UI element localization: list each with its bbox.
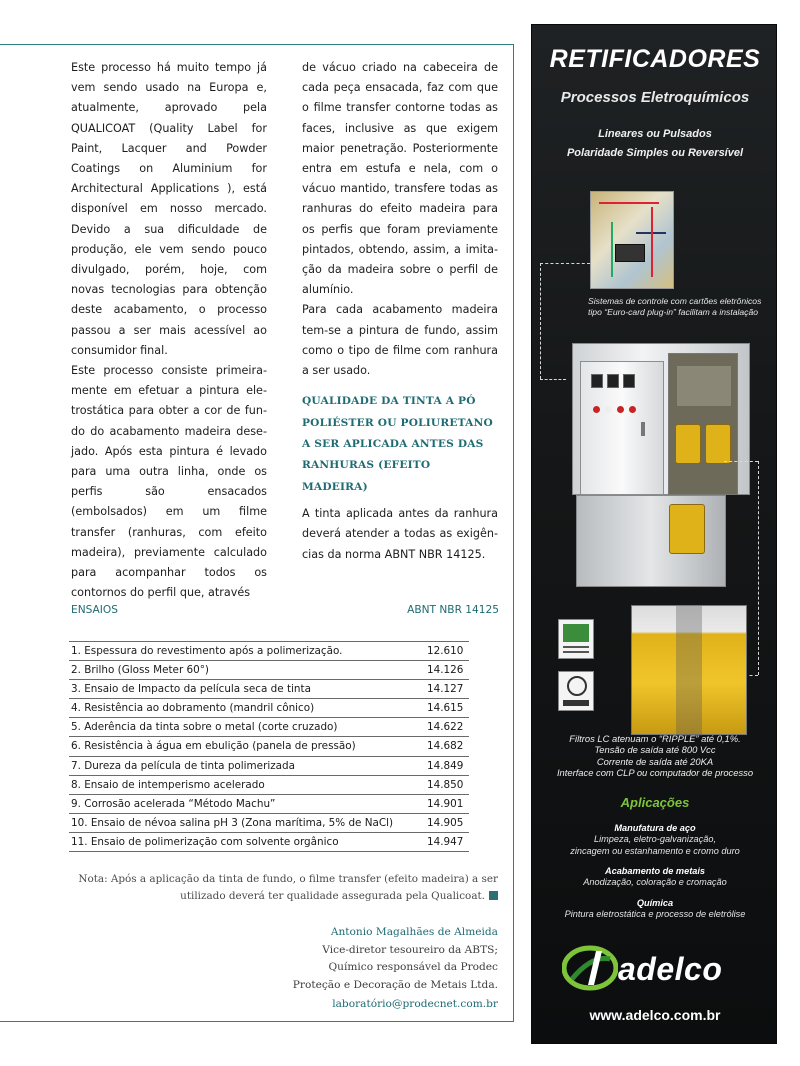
author-email-link[interactable]: laboratório@prodecnet.com.br [332, 998, 498, 1011]
test-name: 4. Resistência ao dobramento (mandril cônico) [71, 702, 315, 715]
rectifier-cabinet-photo [572, 343, 750, 593]
test-name: 5. Aderência da tinta sobre o metal (corte cruzado) [71, 721, 338, 734]
author-role: Químico responsável da Prodec [328, 961, 498, 974]
adelco-logo [562, 945, 752, 993]
test-name: 7. Dureza da película de tinta polimerizada [71, 759, 296, 772]
article-column-2 [302, 58, 498, 565]
ad-title: RETIFICADORES [549, 45, 761, 73]
callout-line [724, 461, 758, 462]
callout-line [540, 263, 590, 264]
paragraph: Este processo consiste primeiramente em efetuar a pintura eletrostática para obter a cor de fundo do acabamento madeira desejado. Após esta pintura é levado para uma outra linha, onde os perfis são ensacados (embolsados) em um filme transfer (ranhuras, com efeito madeira), previamente calculado para acompanhar todos os contornos do perfil que, através [71, 364, 267, 600]
iso-certification-icon [558, 671, 594, 711]
ad-tag: Lineares ou Pulsados [598, 128, 712, 140]
test-code: 14.850 [427, 778, 464, 791]
paragraph: de vácuo criado na cabeceira de cada peça ensacada, faz com que o filme transfer contorne todas as faces, inclusive as que exigem maior penetração. Posteriormente entra em estufa e nela, com o vácuo mantido, transfere todas as ranhuras do efeito madeira para os perfis que foram previamente pintados, obtendo, assim, a imitação da madeira sobre o perfil de alumínio. [302, 61, 498, 297]
adelco-wordmark: adelco [618, 951, 723, 987]
tests-standard: ABNT NBR 14125 [407, 604, 499, 616]
table-row [69, 737, 469, 756]
spec-line: Interface com CLP ou computador de processo [556, 767, 754, 779]
callout-line [758, 461, 759, 675]
table-row [69, 661, 469, 680]
table-row [69, 757, 469, 776]
test-name: 1. Espessura do revestimento após a polimerização. [71, 645, 343, 657]
paragraph: Para cada acabamento madeira tem-se a pintura de fundo, assim como o tipo de filme com ranhura a ser usado. [302, 303, 498, 378]
end-square-icon [489, 891, 498, 900]
ad-caption-controls: Sistemas de controle com cartões eletrônicos tipo “Euro-card plug-in” facilitam a instalação [588, 296, 762, 317]
article-column-1 [71, 58, 267, 603]
author-signature [240, 924, 498, 1014]
table-row [69, 680, 469, 699]
transformer-photo [631, 605, 747, 735]
test-name: 10. Ensaio de névoa salina pH 3 (Zona marítima, 5% de NaCl) [71, 816, 394, 829]
test-code: 14.682 [427, 740, 464, 753]
note [70, 871, 498, 905]
tests-table [69, 641, 469, 852]
table-row [69, 833, 469, 852]
test-name: 6. Resistência à água em ebulição (panela de pressão) [71, 740, 356, 753]
table-row [69, 776, 469, 795]
table-row [69, 814, 469, 833]
test-code: 14.849 [427, 759, 464, 772]
adelco-advertisement [531, 24, 777, 1044]
application-text: Pintura eletrostática e processo de eletrólise [564, 909, 746, 920]
test-code: 14.126 [427, 664, 464, 677]
test-name: 2. Brilho (Gloss Meter 60°) [71, 664, 209, 677]
application-item [532, 898, 777, 921]
application-item [532, 866, 777, 889]
table-row [69, 718, 469, 737]
test-code: 14.622 [427, 721, 464, 734]
quality-seal-icon [558, 619, 594, 659]
author-name: Antonio Magalhães de Almeida [330, 926, 498, 938]
test-code: 14.947 [427, 835, 464, 848]
author-company: Proteção e Decoração de Metais Ltda. [292, 978, 498, 991]
ad-tagline [532, 125, 777, 163]
test-code: 14.901 [427, 797, 464, 810]
control-card-photo [590, 191, 674, 289]
test-name: 3. Ensaio de Impacto da película seca de tinta [71, 683, 311, 696]
ad-tag: Polaridade Simples ou Reversível [566, 147, 744, 159]
test-name: 11. Ensaio de polimerização com solvente orgânico [71, 835, 339, 848]
test-code: 14.905 [427, 816, 464, 829]
spec-line: Tensão de saída até 800 Vcc [594, 744, 716, 756]
paragraph: Este processo há muito tempo já vem sendo usado na Europa e, atualmente, aprovado pela QUALICOAT (Quality Label for Paint, Lacquer and Powder Coatings on Aluminium for Architectural Applications ), está disponível em nosso mercado. Devido a sua dificuldade de produção, ele vem sendo pouco divulgado, porém, hoje, com novas tecnologias para obtenção deste acabamento, o processo passou a ser mais acessível ao consumidor final. [71, 61, 267, 357]
application-heading: Manufatura de aço [614, 823, 696, 833]
table-row [69, 795, 469, 814]
application-text: Limpeza, eletro-galvanização, [593, 834, 717, 845]
adelco-logo-mark-icon [562, 945, 618, 991]
tests-label: ENSAIOS [71, 604, 118, 616]
application-item [532, 823, 777, 857]
callout-line [540, 263, 541, 379]
ad-subtitle: Processos Eletroquímicos [560, 89, 750, 106]
application-heading: Acabamento de metais [604, 866, 706, 876]
note-line: utilizado deverá ter qualidade assegurada pela Qualicoat. [180, 890, 485, 902]
test-code: 12.610 [427, 645, 464, 657]
application-text: Anodização, coloração e cromação [583, 877, 727, 888]
callout-line [540, 379, 566, 380]
note-line: Nota: Após a aplicação da tinta de fundo, o filme transfer (efeito madeira) a ser [78, 873, 498, 885]
spec-line: Filtros LC atenuam o “RIPPLE” até 0,1%. [569, 733, 741, 744]
test-name: 8. Ensaio de intemperismo acelerado [71, 778, 265, 791]
spec-line: Corrente de saída até 20KA [596, 755, 714, 767]
ad-caption-specs [532, 733, 777, 779]
applications-title: Aplicações [620, 795, 690, 810]
adelco-website-link[interactable]: www.adelco.com.br [589, 1007, 721, 1023]
test-code: 14.615 [427, 702, 464, 715]
author-role: Vice-diretor tesoureiro da ABTS; [322, 943, 498, 956]
test-code: 14.127 [427, 683, 464, 696]
paragraph: A tinta aplicada antes da ranhura deverá atender a todas as exigências da norma ABNT NBR 14125. [302, 507, 498, 561]
application-text: zincagem ou estanhamento e cromo duro [570, 845, 740, 856]
section-subheading: QUALIDADE DA TINTA A PÓ POLIÉSTER OU POLIURETANO A SER APLICADA ANTES DAS RANHURAS (EFEITO MADEIRA) [302, 395, 493, 493]
table-row [69, 699, 469, 718]
test-name: 9. Corrosão acelerada “Método Machu” [71, 797, 276, 810]
application-heading: Química [636, 898, 674, 908]
table-row [69, 642, 469, 661]
